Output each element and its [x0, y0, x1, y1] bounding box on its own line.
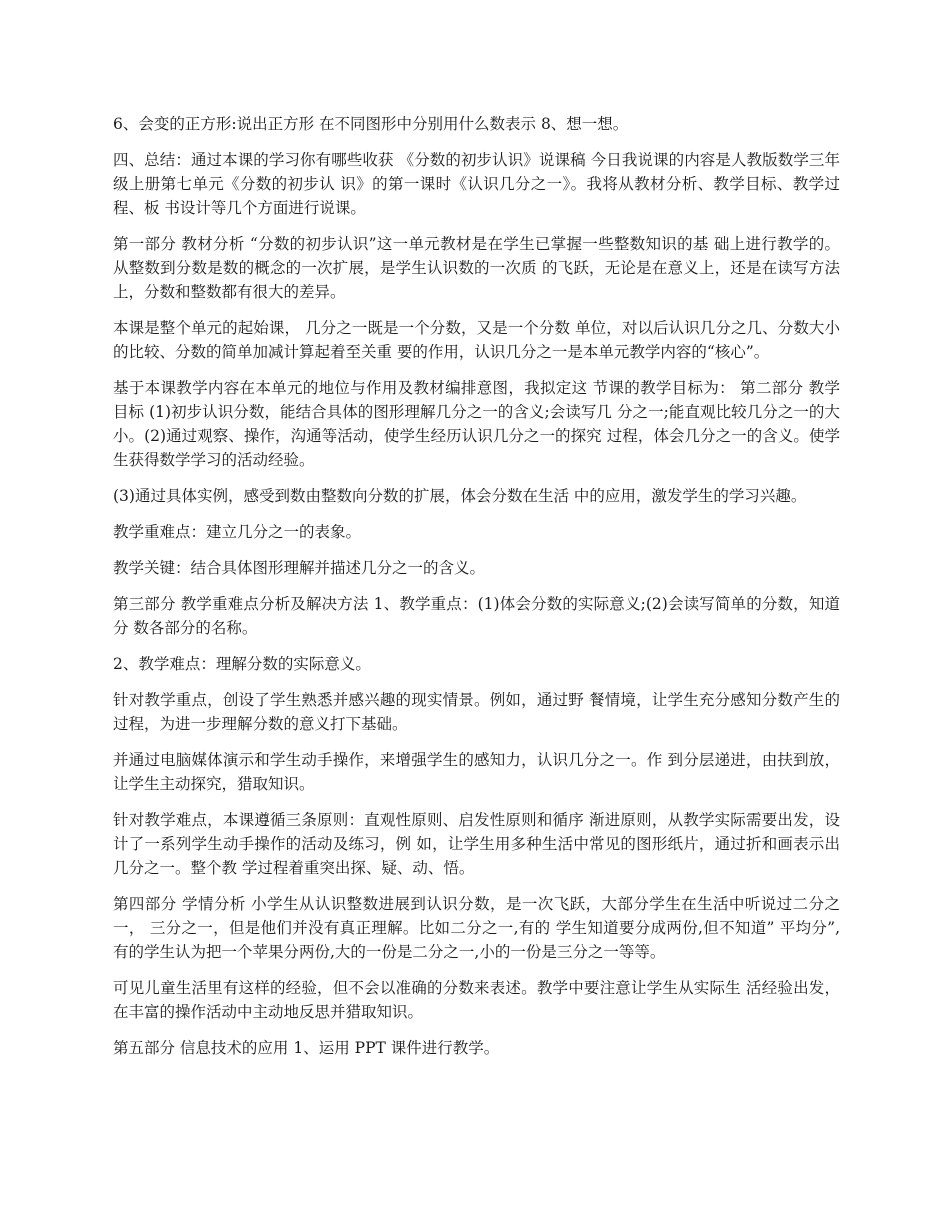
- paragraph-media-demo: 并通过电脑媒体演示和学生动手操作，来增强学生的感知力，认识几分之一。作 到分层递进，由扶到放，让学生主动探究，猎取知识。: [113, 751, 840, 793]
- paragraph-summary-intro: 四、总结：通过本课的学习你有哪些收获 《分数的初步认识》说课稿 今日我说课的内容是人教版数学三年级上册第七单元《分数的初步认 识》的第一课时《认识几分之一》。我将从教材分析、教学目标、教学过程、板 书设计等几个方面进行说课。: [113, 151, 840, 217]
- paragraph-key-difficulty: 教学重难点：建立几分之一的表象。: [113, 523, 362, 541]
- paragraph-technology: 第五部分 信息技术的应用 1、运用 PPT 课件进行教学。: [113, 1039, 500, 1057]
- paragraph-teaching-goals: 基于本课教学内容在本单元的地位与作用及教材编排意图，我拟定这 节课的教学目标为： 第二部分 教学目标 (1)初步认识分数，能结合具体的图形理解几分之一的含义;会读写几 分之一;能直观比较几分之一的大小。(2)通过观察、操作，沟通等活动，使学生经历认识几分之一的探究 过程，体会几分之一的含义。使学生获得数学学习的活动经验。: [113, 379, 840, 469]
- paragraph-key-strategy: 针对教学重点，创设了学生熟悉并感兴趣的现实情景。例如，通过野 餐情境，让学生充分感知分数产生的过程，为进一步理解分数的意义打下基础。: [113, 691, 840, 733]
- paragraph-shape-representation: 6、会变的正方形:说出正方形 在不同图形中分别用什么数表示 8、想一想。: [113, 115, 629, 133]
- paragraph-teaching-difficulty: 2、教学难点：理解分数的实际意义。: [113, 655, 371, 673]
- paragraph-lesson-role: 本课是整个单元的起始课， 几分之一既是一个分数，又是一个分数 单位，对以后认识几分之几、分数大小的比较、分数的简单加减计算起着至关重 要的作用，认识几分之一是本单元教学内容的“核心”。: [113, 319, 840, 361]
- paragraph-textbook-analysis: 第一部分 教材分析 “分数的初步认识”这一单元教材是在学生已掌握一些整数知识的基 础上进行教学的。从整数到分数是数的概念的一次扩展，是学生认识数的一次质 的飞跃，无论是在意义上，还是在读写方法上，分数和整数都有很大的差异。: [113, 235, 840, 301]
- paragraph-student-analysis: 第四部分 学情分析 小学生从认识整数进展到认识分数，是一次飞跃，大部分学生在生活中听说过二分之一， 三分之一，但是他们并没有真正理解。比如二分之一,有的 学生知道要分成两份,但不知道” 平均分”,有的学生认为把一个苹果分两份,大的一份是二分之一,小的一份是三分之一等等。: [113, 895, 840, 961]
- document-body: [113, 112, 840, 1072]
- paragraph-experience: 可见儿童生活里有这样的经验，但不会以准确的分数来表述。教学中要注意让学生从实际生 活经验出发，在丰富的操作活动中主动地反思并猎取知识。: [113, 979, 840, 1021]
- paragraph-goal-three: (3)通过具体实例，感受到数由整数向分数的扩展，体会分数在生活 中的应用，激发学生的学习兴趣。: [113, 487, 807, 505]
- paragraph-teaching-key: 教学关键：结合具体图形理解并描述几分之一的含义。: [113, 559, 486, 577]
- paragraph-difficulty-analysis: 第三部分 教学重难点分析及解决方法 1、教学重点：(1)体会分数的实际意义;(2)会读写简单的分数，知道分 数各部分的名称。: [113, 595, 840, 637]
- paragraph-difficulty-strategy: 针对教学难点，本课遵循三条原则：直观性原则、启发性原则和循序 渐进原则，从教学实际需要出发，设计了一系列学生动手操作的活动及练习，例 如，让学生用多种生活中常见的图形纸片，通过折和画表示出几分之一。整个教 学过程着重突出探、疑、动、悟。: [113, 811, 840, 877]
